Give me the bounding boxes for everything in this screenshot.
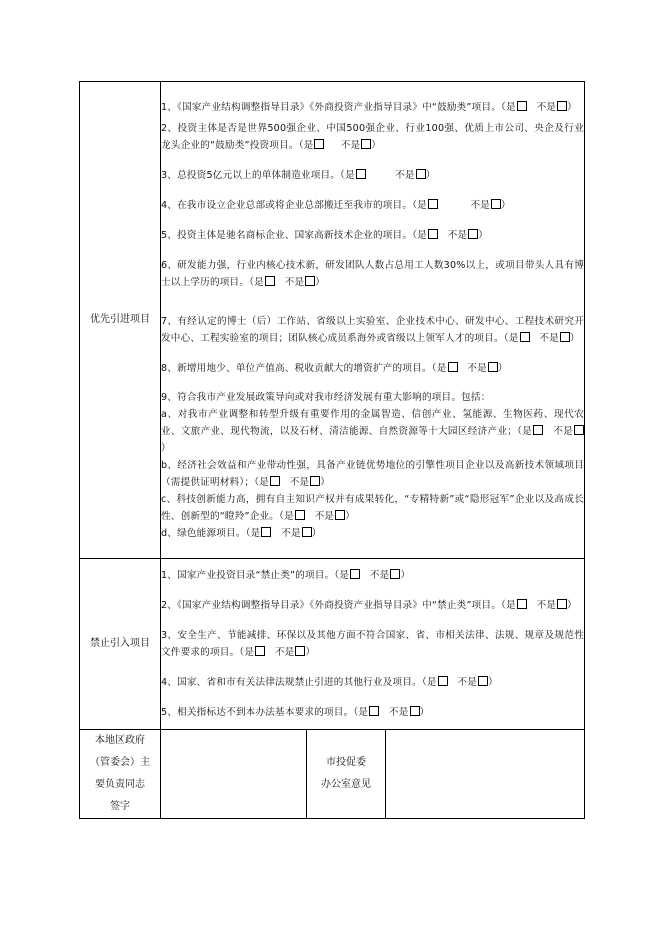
yes-checkbox[interactable] [356,169,366,179]
prohibited-item-5: 5、相关指标达不到本办法基本要求的项目。（是 不是 ） [161,707,430,718]
no-checkbox[interactable] [560,332,570,342]
priority-section-content [161,82,585,559]
no-checkbox[interactable] [295,646,305,656]
priority-item-9-intro: 9、符合我市产业发展政策导向或对我市经济发展有重大影响的项目。包括： [161,391,491,403]
sig-label-line: 本地区政府 [95,735,145,746]
yes-checkbox[interactable] [265,276,275,286]
opinion-label-line: 市投促委 [326,757,366,768]
no-checkbox[interactable] [361,139,371,149]
priority-item-9a: a、对我市产业调整和转型升级有重要作用的金属智造、信创产业、氢能源、生物医药、现代农业、文旅产业、现代物流，以及石材、清洁能源、自然资源等十大园区经济产业；（是 不是） [161,408,585,454]
priority-section-label: 优先引进项目 [80,82,161,559]
priority-item-5: 5、投资主体是驰名商标企业、国家高新技术企业的项目。（是 不是 ） [161,229,489,241]
priority-item-3: 3、总投资5亿元以上的单体制造业项目。（是 不是 ） [161,169,436,181]
opinion-label-line: 办公室意见 [321,779,371,790]
priority-item-9d: d、绿色能源项目。（是 不是 ） [161,527,322,539]
priority-item-9c: c、科技创新能力高，拥有自主知识产权并有成果转化，“专精特新”或“隐形冠军”企业以及高成长性、创新型的“瞪羚”企业。（是 不是 ） [161,493,585,522]
yes-checkbox[interactable] [270,476,280,486]
priority-item-7: 7、有经认定的博士（后）工作站、省级以上实验室、企业技术中心、研发中心、工程技术研究开发中心、工程实验室的项目；团队核心成员系海外或省级以上领军人才的项目。（是 不是 ） [161,315,585,344]
yes-checkbox[interactable] [428,229,438,239]
yes-checkbox[interactable] [520,332,530,342]
prohibited-item-3: 3、安全生产、节能减排、环保以及其他方面不符合国家、省、市相关法律、法规、规章及规范性文件要求的项目。（是 不是 ） [161,630,585,658]
priority-row [80,82,585,559]
no-checkbox[interactable] [416,169,426,179]
prohibited-item-1: 1、国家产业投资目录“禁止类”的项目。（是 不是 ） [161,570,411,581]
yes-checkbox[interactable] [295,510,305,520]
yes-checkbox[interactable] [533,425,543,435]
yes-checkbox[interactable] [261,527,271,537]
no-checkbox[interactable] [310,476,320,486]
priority-item-6: 6、研发能力强，行业内核心技术新，研发团队人数占总用工人数30%以上，或项目带头人具有博士以上学历的项目。（是 不是 ） [161,259,585,288]
prohibited-row [80,559,585,730]
prohibited-item-4: 4、国家、省和市有关法律法规禁止引进的其他行业及项目。（是 不是 ） [161,677,498,688]
no-checkbox[interactable] [410,706,420,716]
yes-checkbox[interactable] [255,646,265,656]
no-checkbox[interactable] [574,425,584,435]
priority-item-9 [161,389,584,542]
investment-office-opinion-field[interactable] [386,730,585,819]
yes-checkbox[interactable] [448,362,458,372]
no-checkbox[interactable] [302,527,312,537]
signature-row [80,730,585,819]
yes-checkbox[interactable] [314,139,324,149]
project-review-table [79,81,585,819]
yes-checkbox[interactable] [350,569,360,579]
sig-label-line: 签字 [110,801,130,812]
no-checkbox[interactable] [305,276,315,286]
no-checkbox[interactable] [488,362,498,372]
investment-office-opinion-label [307,730,386,819]
local-government-signature-label [80,730,161,819]
priority-item-4: 4、在我市设立企业总部或将企业总部搬迁至我市的项目。（是 不是 ） [161,199,511,211]
no-checkbox[interactable] [557,599,567,609]
yes-checkbox[interactable] [428,199,438,209]
local-government-signature-field[interactable] [161,730,307,819]
prohibited-section-content [161,559,585,730]
prohibited-section-label: 禁止引入项目 [80,559,161,730]
sig-label-line: （管委会）主 [90,757,150,768]
no-checkbox[interactable] [478,676,488,686]
no-checkbox[interactable] [390,569,400,579]
yes-checkbox[interactable] [517,101,527,111]
yes-checkbox[interactable] [369,706,379,716]
priority-item-2: 2、投资主体是否是世界500强企业、中国500强企业、行业100强、优质上市公司、央企及行业龙头企业的“鼓励类”投资项目。（是 不是 ） [161,122,585,151]
no-checkbox[interactable] [335,510,345,520]
no-checkbox[interactable] [468,229,478,239]
priority-item-1: 1、《国家产业结构调整指导目录》《外商投资产业指导目录》中“鼓励类”项目。（是 不是 ） [161,101,577,113]
no-checkbox[interactable] [491,199,501,209]
prohibited-item-2: 2、《国家产业结构调整指导目录》《外商投资产业指导目录》中“禁止类”项目。（是 不是 ） [161,600,577,611]
priority-item-9b: b、经济社会效益和产业带动性强，具备产业链优势地位的引擎性项目企业以及高新技术领域项目（需提供证明材料）；（是 不是 ） [161,459,585,488]
priority-item-8: 8、新增用地少、单位产值高、税收贡献大的增资扩产的项目。（是 不是 ） [161,362,508,374]
no-checkbox[interactable] [557,101,567,111]
yes-checkbox[interactable] [517,599,527,609]
sig-label-line: 要负责同志 [95,779,145,790]
yes-checkbox[interactable] [438,676,448,686]
